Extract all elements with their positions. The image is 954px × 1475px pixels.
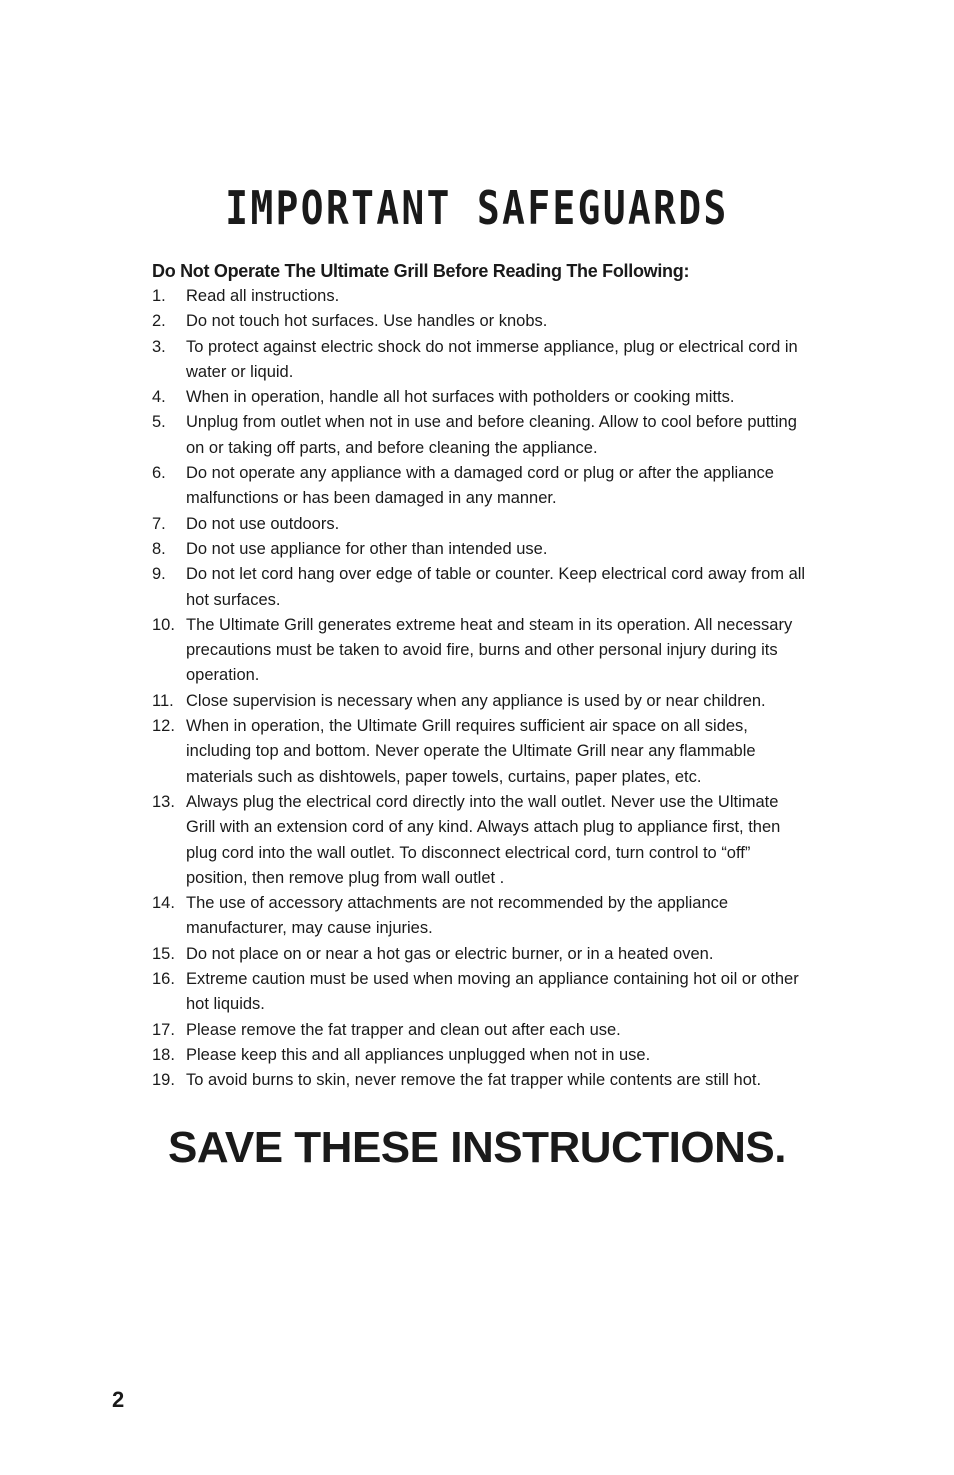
item-text: Do not use outdoors. xyxy=(186,514,340,533)
list-item xyxy=(152,891,812,942)
page-title: IMPORTANT SAFEGUARDS xyxy=(225,181,729,235)
list-item xyxy=(152,1068,812,1093)
item-text: When in operation, handle all hot surfaces with potholders or cooking mitts. xyxy=(186,388,735,407)
item-text: Do not place on or near a hot gas or electric burner, or in a heated oven. xyxy=(186,944,714,963)
list-item xyxy=(152,967,812,1018)
list-item xyxy=(152,385,812,410)
list-item xyxy=(152,309,812,334)
item-number: 17. xyxy=(152,1020,175,1039)
item-number: 9. xyxy=(152,565,166,584)
item-text: The use of accessory attachments are not recommended by the appliance manufacturer, may cause injuries. xyxy=(186,894,729,938)
item-text: Extreme caution must be used when moving an appliance containing hot oil or other hot liquids. xyxy=(186,970,799,1014)
list-item xyxy=(152,461,812,512)
item-number: 14. xyxy=(152,894,175,913)
item-text: When in operation, the Ultimate Grill requires sufficient air space on all sides, including top and bottom. Never operate the Ultimate Grill near any flammable materials such as dishtowels, paper towels, curtains, paper plates, etc. xyxy=(186,717,756,786)
item-text: Do not let cord hang over edge of table or counter. Keep electrical cord away from all hot surfaces. xyxy=(186,565,806,609)
item-number: 8. xyxy=(152,539,166,558)
item-text: Please remove the fat trapper and clean out after each use. xyxy=(186,1020,621,1039)
list-item xyxy=(152,1018,812,1043)
item-text: To protect against electric shock do not immerse appliance, plug or electrical cord in water or liquid. xyxy=(186,337,798,381)
item-text: Always plug the electrical cord directly into the wall outlet. Never use the Ultimate Grill with an extension cord of any kind. Always attach plug to appliance first, then plug cord into the wall outlet. To disconnect electrical cord, turn control to “off” position, then remove plug from wall outlet . xyxy=(186,792,781,887)
list-item xyxy=(152,537,812,562)
list-item xyxy=(152,613,812,689)
list-item xyxy=(152,562,812,613)
item-number: 11. xyxy=(152,691,174,710)
list-item xyxy=(152,1043,812,1068)
item-number: 13. xyxy=(152,792,175,811)
item-number: 3. xyxy=(152,337,166,356)
item-text: To avoid burns to skin, never remove the fat trapper while contents are still hot. xyxy=(186,1071,762,1090)
item-text: Unplug from outlet when not in use and before cleaning. Allow to cool before putting on or taking off parts, and before cleaning the appliance. xyxy=(186,413,797,457)
item-text: Do not operate any appliance with a damaged cord or plug or after the appliance malfunctions or has been damaged in any manner. xyxy=(186,464,774,508)
item-number: 6. xyxy=(152,464,166,483)
list-item xyxy=(152,512,812,537)
list-item xyxy=(152,942,812,967)
closing-heading: SAVE THESE INSTRUCTIONS. xyxy=(168,1123,786,1172)
item-text: Do not touch hot surfaces. Use handles or knobs. xyxy=(186,312,548,331)
item-number: 16. xyxy=(152,970,175,989)
list-item xyxy=(152,790,812,891)
intro-heading: Do Not Operate The Ultimate Grill Before Reading The Following: xyxy=(152,261,690,281)
item-number: 19. xyxy=(152,1071,175,1090)
item-number: 10. xyxy=(152,615,175,634)
safeguards-list xyxy=(152,284,812,1094)
item-number: 18. xyxy=(152,1045,175,1064)
item-number: 12. xyxy=(152,717,175,736)
item-number: 2. xyxy=(152,312,166,331)
item-number: 4. xyxy=(152,388,166,407)
item-number: 5. xyxy=(152,413,166,432)
item-text: The Ultimate Grill generates extreme heat and steam in its operation. All necessary precautions must be taken to avoid fire, burns and other personal injury during its operation. xyxy=(186,615,793,685)
item-text: Please keep this and all appliances unplugged when not in use. xyxy=(186,1045,651,1064)
item-text: Read all instructions. xyxy=(186,287,340,305)
list-item xyxy=(152,335,812,386)
list-item xyxy=(152,689,812,714)
page-number: 2 xyxy=(112,1387,125,1412)
item-number: 7. xyxy=(152,514,166,533)
item-text: Close supervision is necessary when any appliance is used by or near children. xyxy=(186,691,766,710)
list-item xyxy=(152,284,812,309)
item-text: Do not use appliance for other than intended use. xyxy=(186,539,548,558)
list-item xyxy=(152,714,812,790)
item-number: 15. xyxy=(152,944,175,963)
item-number: 1. xyxy=(152,287,166,305)
list-item xyxy=(152,410,812,461)
